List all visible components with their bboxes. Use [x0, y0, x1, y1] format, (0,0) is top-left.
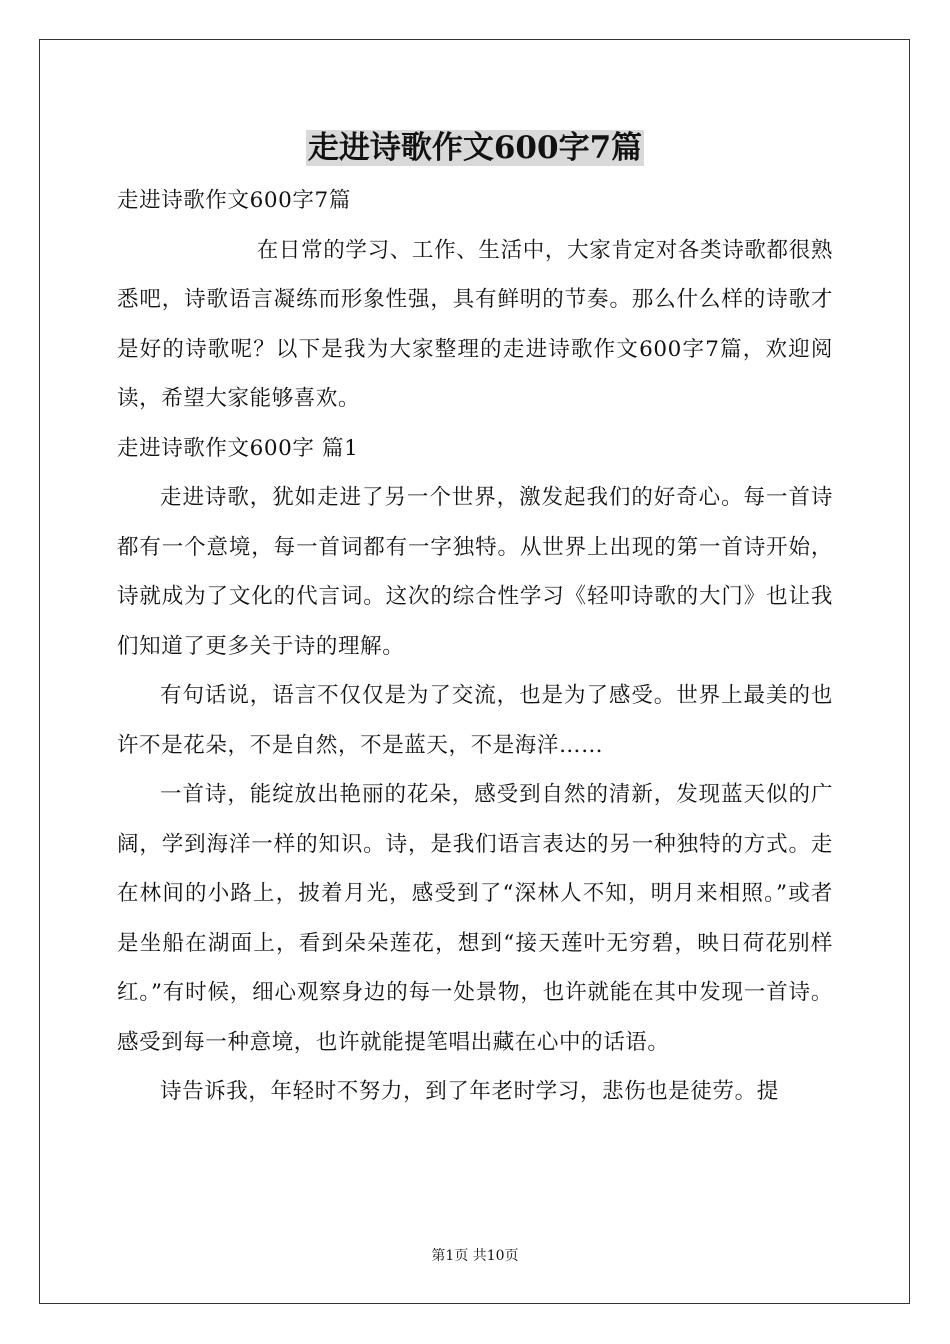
- document-title: [0, 126, 950, 170]
- subtitle-line: 走进诗歌作文600字7篇: [117, 188, 351, 213]
- body-paragraph: 诗告诉我，年轻时不努力，到了年老时学习，悲伤也是徒劳。提: [160, 1079, 779, 1104]
- document-body: [117, 176, 833, 1117]
- body-paragraph: 有句话说，语言不仅仅是为了交流，也是为了感受。世界上最美的也许不是花朵，不是自然，不是蓝天，不是海洋……: [117, 683, 833, 758]
- section-heading: 走进诗歌作文600字 篇1: [117, 435, 359, 461]
- body-paragraph: 一首诗，能绽放出艳丽的花朵，感受到自然的清新，发现蓝天似的广阔，学到海洋一样的知识。诗，是我们语言表达的另一种独特的方式。走在林间的小路上，披着月光，感受到了“深林人不知，明月来相照。”或者是坐船在湖面上，看到朵朵莲花，想到“接天莲叶无穷碧，映日荷花别样红。”有时候，细心观察身边的每一处景物，也许就能在其中发现一首诗。感受到每一种意境，也许就能提笔唱出藏在心中的话语。: [117, 782, 833, 1055]
- page-footer: 第1页 共10页: [431, 1248, 519, 1264]
- document-title-text: 走进诗歌作文600字7篇: [307, 130, 643, 166]
- body-paragraph: 走进诗歌，犹如走进了另一个世界，激发起我们的好奇心。每一首诗都有一个意境，每一首词都有一字独特。从世界上出现的第一首诗开始，诗就成为了文化的代言词。这次的综合性学习《轻叩诗歌的大门》也让我们知道了更多关于诗的理解。: [117, 485, 833, 659]
- intro-paragraph: 在日常的学习、工作、生活中，大家肯定对各类诗歌都很熟悉吧，诗歌语言凝练而形象性强，具有鲜明的节奏。那么什么样的诗歌才是好的诗歌呢？以下是我为大家整理的走进诗歌作文600字7篇，欢迎阅读，希望大家能够喜欢。: [117, 237, 833, 411]
